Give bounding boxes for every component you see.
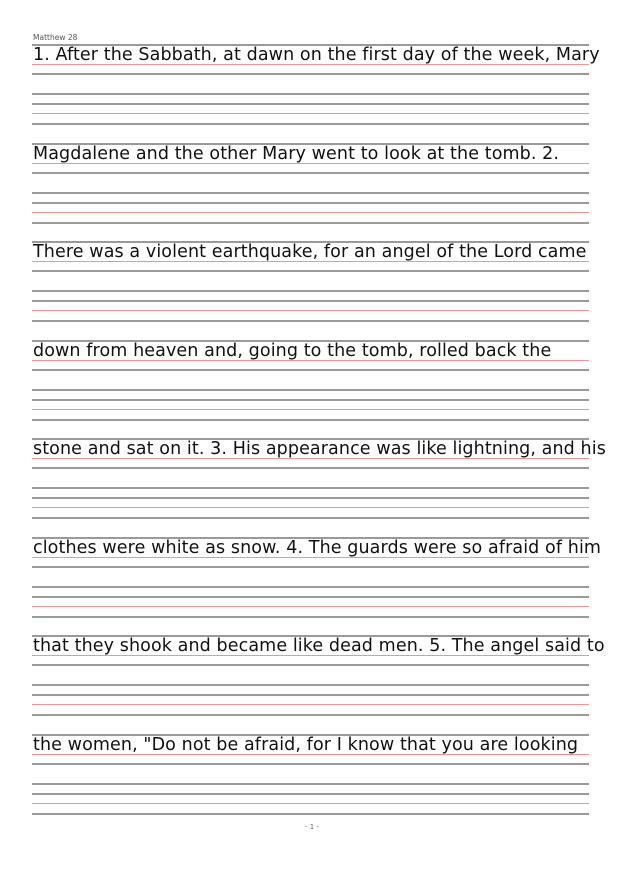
guide-line (32, 192, 589, 194)
writing-line-block (32, 44, 600, 126)
guide-line (32, 222, 589, 224)
baseline-guide (32, 507, 589, 508)
baseline-guide (32, 113, 589, 114)
trace-text: 1. After the Sabbath, at dawn on the first day of the week, Mary (33, 45, 600, 65)
writing-line-block (32, 143, 589, 225)
guide-line (32, 763, 589, 765)
trace-text: There was a violent earthquake, for an angel of the Lord came (33, 242, 587, 262)
guide-line (32, 586, 589, 588)
baseline-guide (32, 212, 589, 213)
guide-line (32, 172, 589, 174)
baseline-guide (32, 704, 589, 705)
trace-text: that they shook and became like dead men. 5. The angel said to (33, 636, 605, 656)
trace-text: Magdalene and the other Mary went to look at the tomb. 2. (33, 143, 560, 164)
guide-line (32, 270, 589, 272)
writing-line-block (32, 635, 605, 717)
guide-line (32, 487, 589, 489)
guide-line (32, 369, 589, 371)
guide-line (32, 517, 589, 519)
guide-line (32, 664, 589, 666)
writing-line-block (32, 734, 589, 816)
guide-line (32, 389, 589, 391)
guide-line (32, 616, 589, 618)
guide-line (32, 566, 589, 568)
writing-line-block (32, 241, 589, 323)
writing-line-block (32, 438, 606, 520)
guide-line (32, 202, 589, 204)
writing-line-block (32, 537, 602, 619)
guide-line (32, 813, 589, 815)
guide-line (32, 467, 589, 469)
guide-line (32, 596, 589, 598)
guide-line (32, 300, 589, 302)
guide-line (32, 320, 589, 322)
baseline-guide (32, 310, 589, 311)
trace-text: the women, "Do not be afraid, for I know that you are looking (33, 734, 579, 755)
guide-line (32, 73, 589, 75)
guide-line (32, 714, 589, 716)
guide-line (32, 419, 589, 421)
writing-line-block (32, 340, 589, 422)
guide-line (32, 783, 589, 785)
guide-line (32, 399, 589, 401)
page-header: Matthew 28 (33, 33, 78, 42)
guide-line (32, 103, 589, 105)
page-number: - 1 - (305, 823, 319, 831)
guide-line (32, 290, 589, 292)
baseline-guide (32, 803, 589, 804)
guide-line (32, 694, 589, 696)
guide-line (32, 793, 589, 795)
guide-line (32, 497, 589, 499)
baseline-guide (32, 409, 589, 410)
trace-text: down from heaven and, going to the tomb, rolled back the (33, 340, 552, 361)
trace-text: clothes were white as snow. 4. The guards were so afraid of him (33, 537, 602, 558)
trace-text: stone and sat on it. 3. His appearance was like lightning, and his (33, 439, 606, 459)
baseline-guide (32, 606, 589, 607)
guide-line (32, 123, 589, 125)
guide-line (32, 684, 589, 686)
guide-line (32, 93, 589, 95)
